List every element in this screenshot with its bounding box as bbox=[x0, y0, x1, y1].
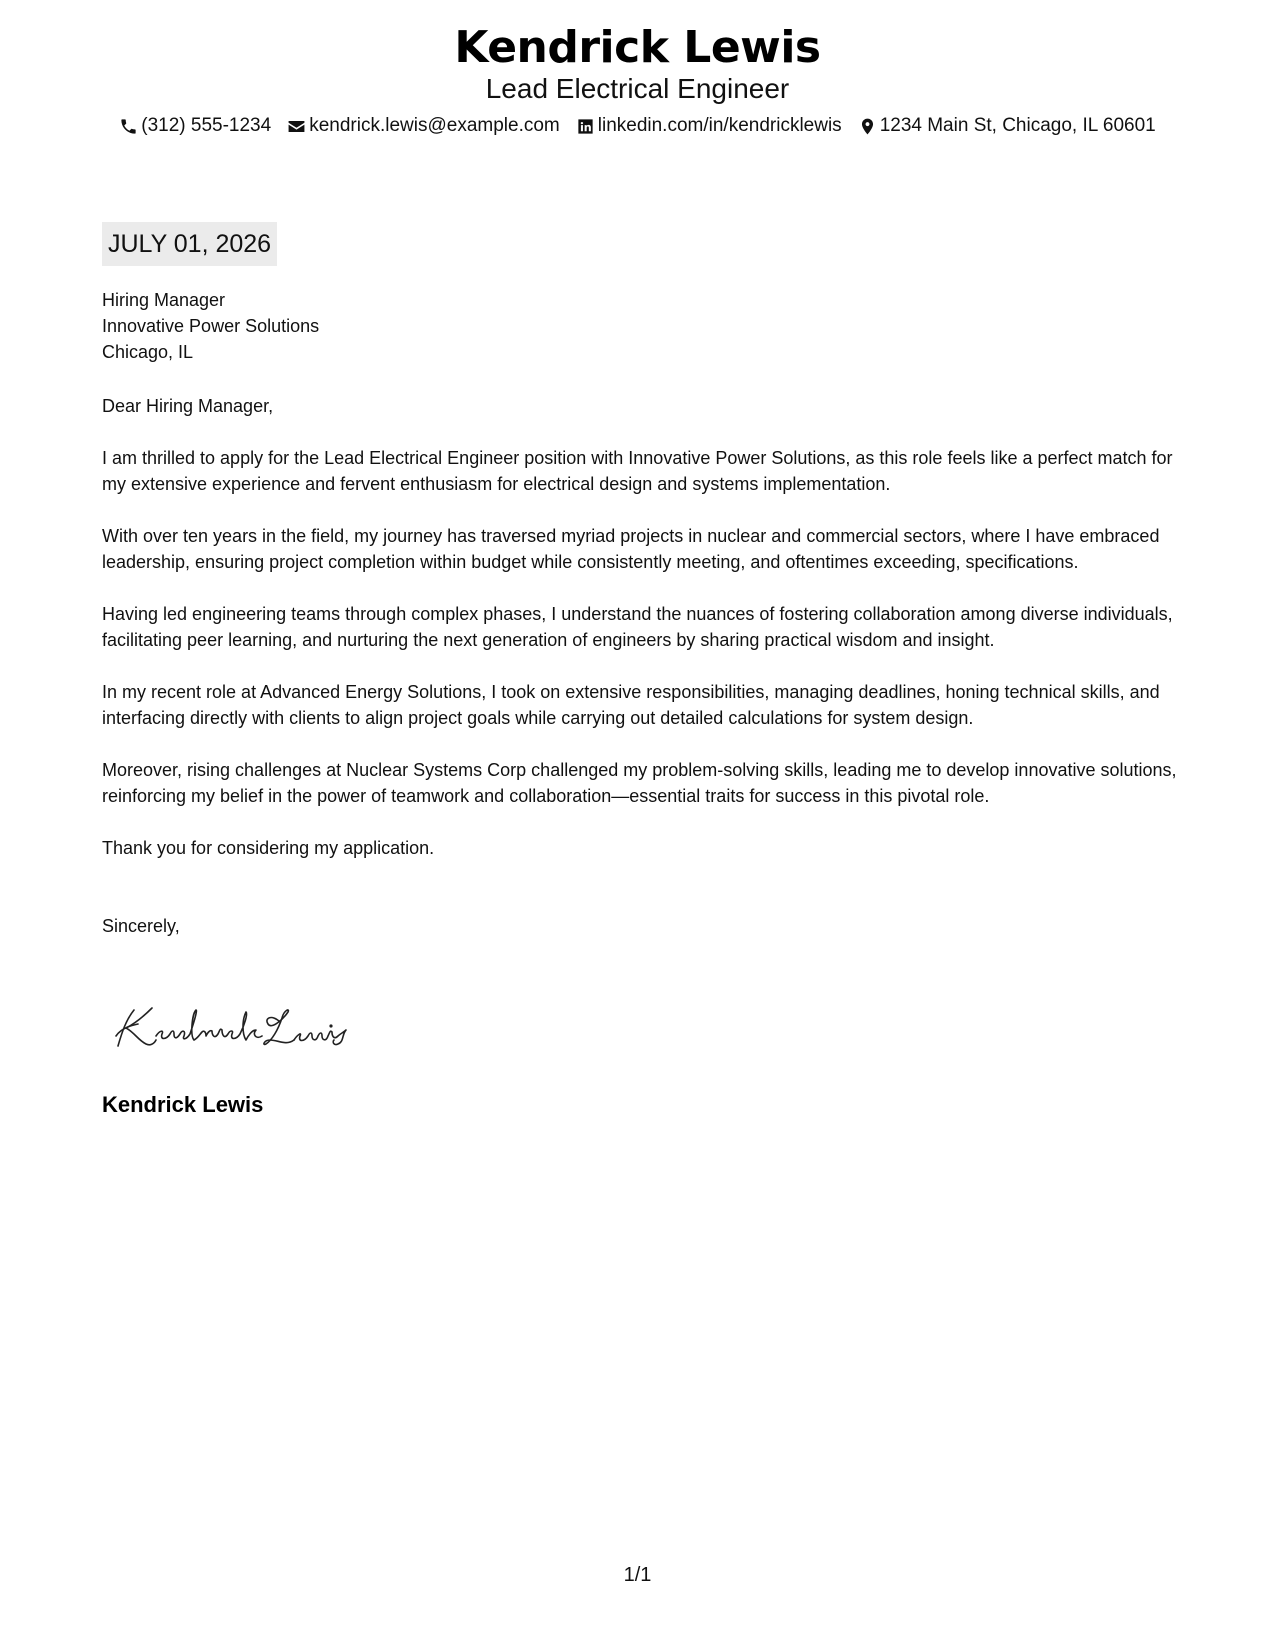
contact-phone bbox=[119, 113, 271, 139]
signoff: Sincerely, bbox=[102, 916, 180, 936]
closing-line: Thank you for considering my application. bbox=[102, 838, 435, 858]
linkedin-text: linkedin.com/in/kendricklewis bbox=[597, 115, 842, 136]
envelope-icon bbox=[287, 117, 306, 136]
signer-name: Kendrick Lewis bbox=[102, 1092, 264, 1117]
recipient-line: Chicago, IL bbox=[102, 342, 194, 362]
page-number: 1/1 bbox=[623, 1564, 652, 1586]
applicant-title: Lead Electrical Engineer bbox=[485, 73, 790, 104]
recipient-line: Hiring Manager bbox=[102, 290, 226, 310]
recipient-block bbox=[102, 287, 1177, 365]
contact-email[interactable] bbox=[287, 113, 560, 139]
address-text: 1234 Main St, Chicago, IL 60601 bbox=[879, 115, 1156, 136]
salutation: Dear Hiring Manager, bbox=[102, 396, 274, 416]
letter-header bbox=[0, 20, 1275, 139]
contact-address bbox=[858, 113, 1156, 139]
paragraph: Moreover, rising challenges at Nuclear Systems Corp challenged my problem-solving skills, leading me to develop innovative solutions, reinforcing my belief in the power of teamwork and collaboration—essential traits for success in this pivotal role. bbox=[102, 760, 1177, 806]
location-pin-icon bbox=[858, 117, 877, 136]
paragraph: With over ten years in the field, my journey has traversed myriad projects in nuclear and commercial sectors, where I have embraced leadership, ensuring project completion within budget while consistently meeting, and oftentimes exceeding, specifications. bbox=[102, 526, 1160, 572]
paragraph: In my recent role at Advanced Energy Solutions, I took on extensive responsibilities, managing deadlines, honing technical skills, and interfacing directly with clients to align project goals while carrying out detailed calculations for system design. bbox=[102, 682, 1160, 728]
handwritten-signature bbox=[112, 1000, 352, 1056]
contact-bar bbox=[0, 113, 1275, 139]
contact-linkedin[interactable] bbox=[576, 113, 842, 139]
letter-date: JULY 01, 2026 bbox=[102, 222, 277, 266]
paragraph: Having led engineering teams through complex phases, I understand the nuances of fostering collaboration among diverse individuals, facilitating peer learning, and nurturing the next generation of engineers by sharing practical wisdom and insight. bbox=[102, 604, 1173, 650]
phone-icon bbox=[119, 117, 138, 136]
phone-text: (312) 555-1234 bbox=[141, 115, 272, 136]
linkedin-icon bbox=[576, 117, 595, 136]
applicant-name: Kendrick Lewis bbox=[454, 22, 821, 73]
recipient-line: Innovative Power Solutions bbox=[102, 316, 320, 336]
paragraph: I am thrilled to apply for the Lead Electrical Engineer position with Innovative Power Solutions, as this role feels like a perfect match for my extensive experience and fervent enthusiasm for electrical design and systems implementation. bbox=[102, 448, 1173, 494]
letter-body bbox=[102, 287, 1177, 939]
email-text: kendrick.lewis@example.com bbox=[309, 115, 560, 136]
